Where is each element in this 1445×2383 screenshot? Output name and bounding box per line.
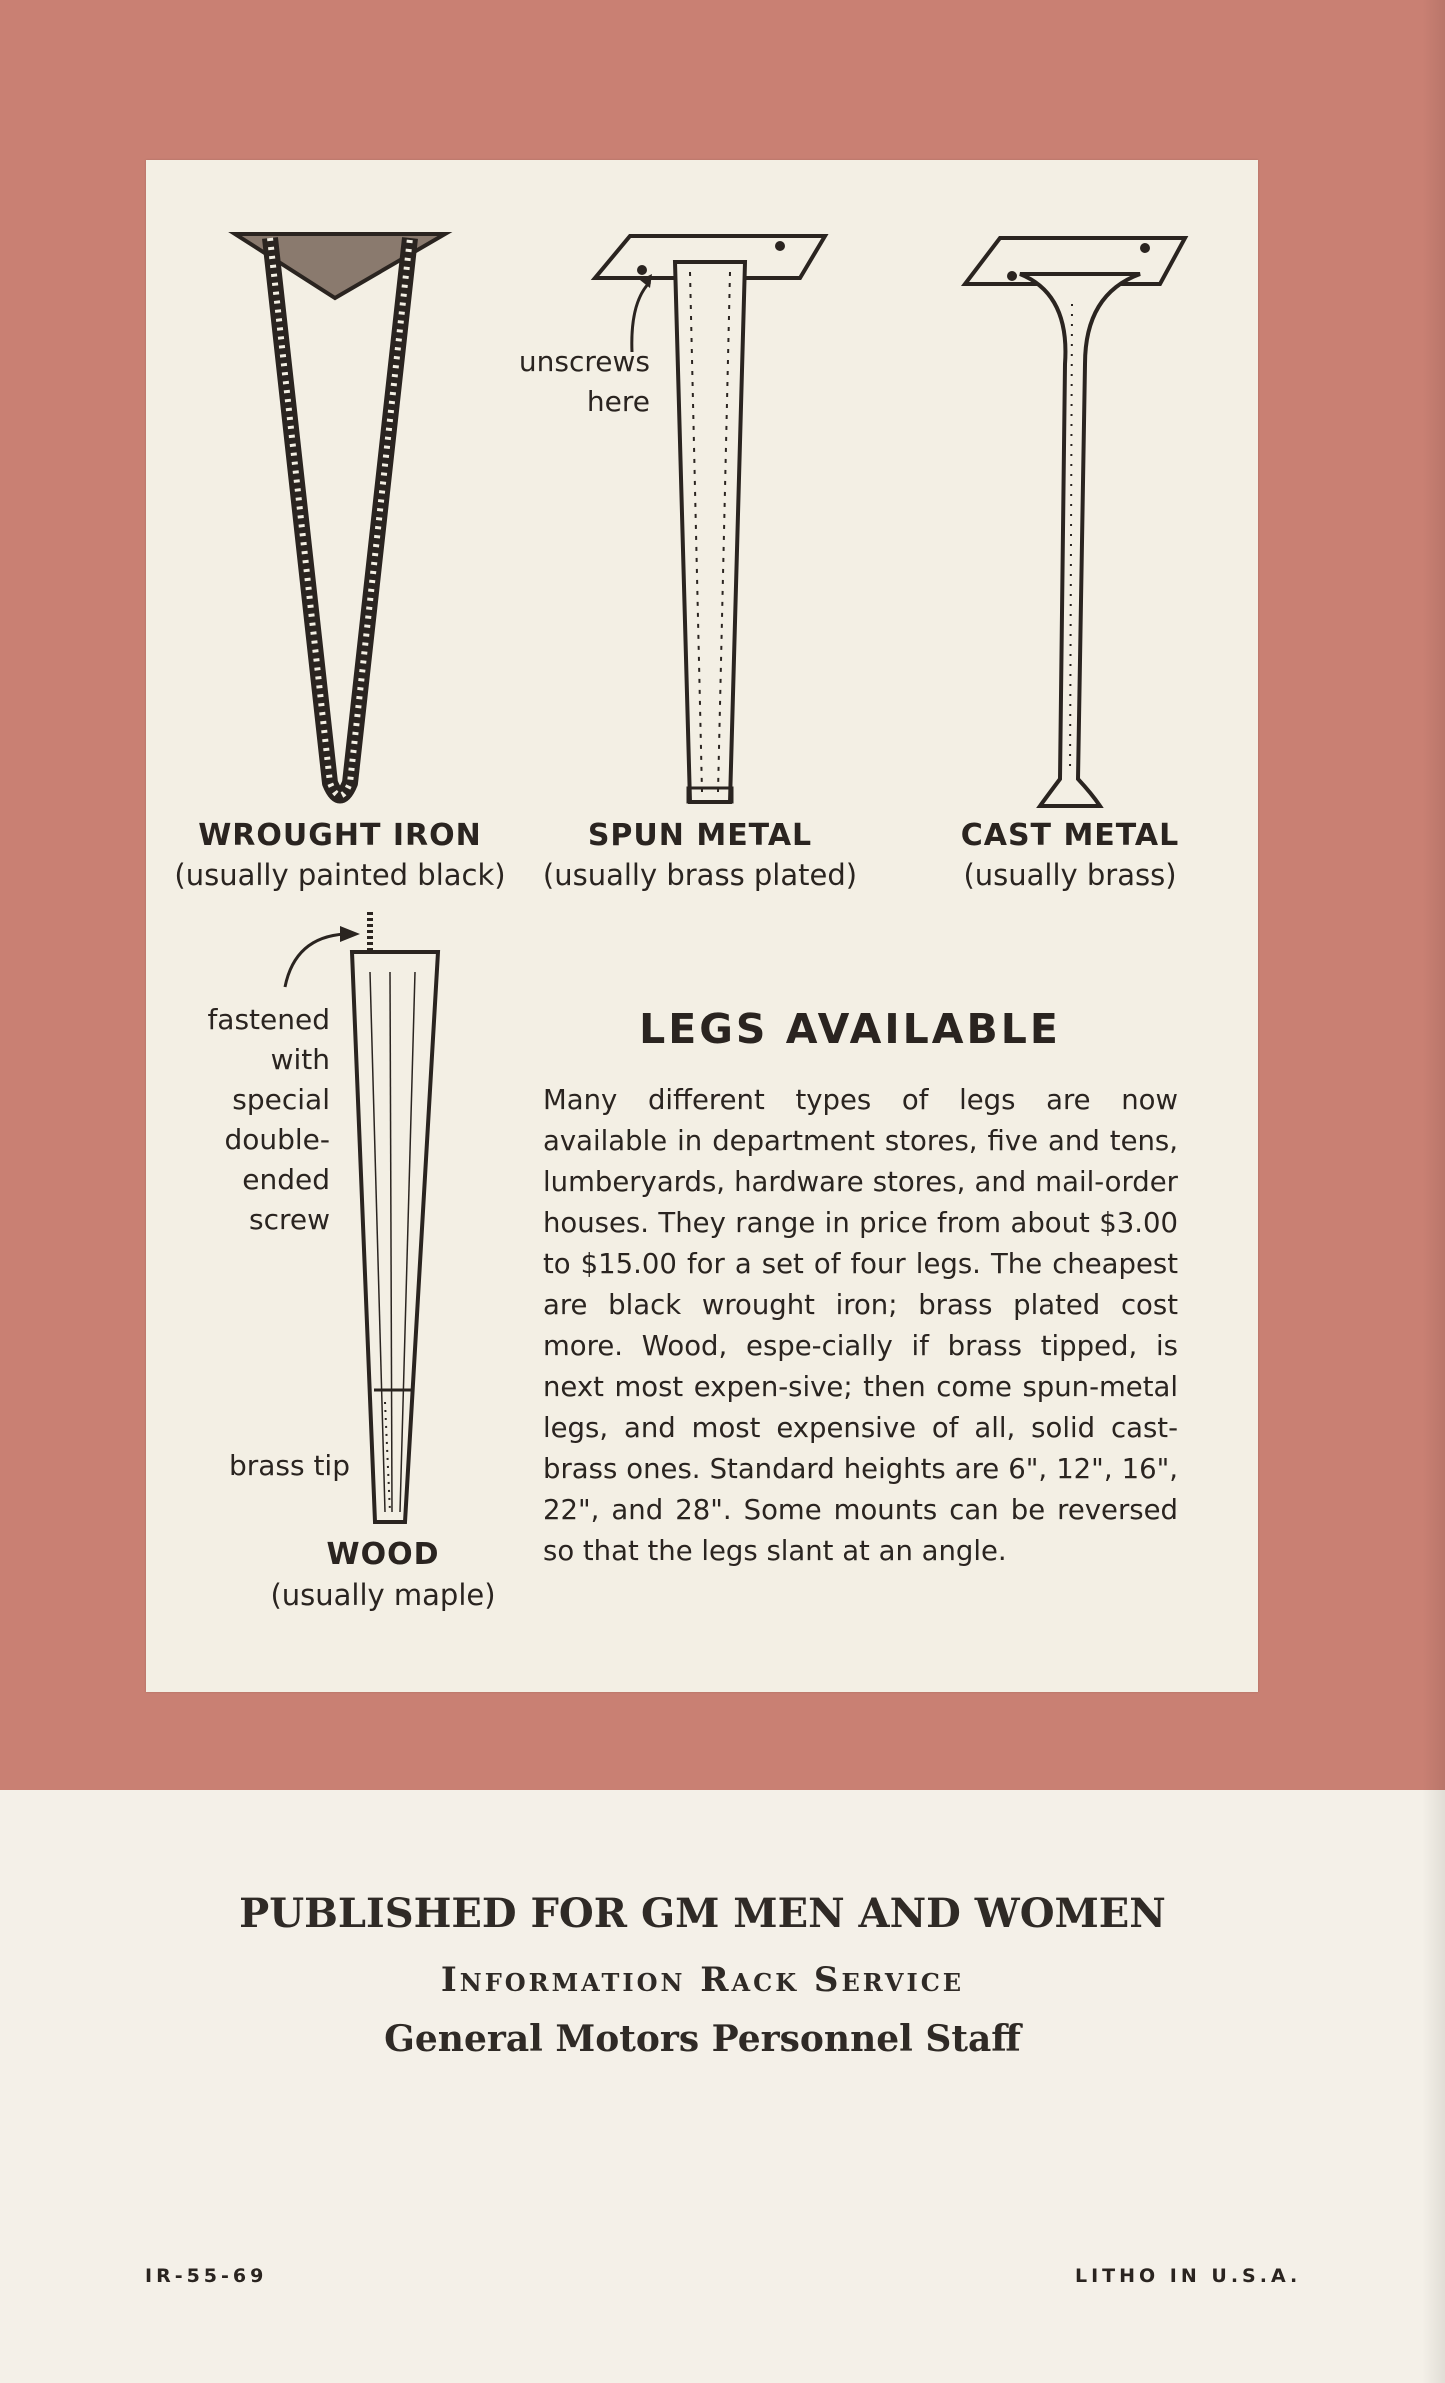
cast-metal-leg-illustration (960, 234, 1190, 814)
wrought-iron-leg-illustration (230, 228, 450, 818)
unscrews-here-callout: unscrews here (518, 345, 650, 418)
spun-metal-label: SPUN METAL (587, 818, 813, 853)
wood-note: (usually maple) (270, 1578, 496, 1612)
publisher-line: PUBLISHED FOR GM MEN AND WOMEN (239, 1890, 1166, 1937)
cast-metal-note: (usually brass) (963, 858, 1177, 892)
service-line: Information Rack Service (440, 1960, 965, 2000)
litho-credit: LITHO IN U.S.A. (1075, 2265, 1302, 2287)
legs-available-heading: LEGS AVAILABLE (639, 1005, 1061, 1053)
legs-available-body: Many different types of legs are now available in department stores, five and tens, lumberyards, hardware stores, and mail-order houses. They range in price from about $3.00 to $15.00 for a set of four legs. The cheapest are black wrought iron; brass plated cost more. Wood, espe-cially if brass tipped, is next most expen-sive; then come spun-metal legs, and most expensive of all, solid cast-brass ones. Standard heights are 6", 12", 16", 22", and 28". Some mounts can be reversed so that the legs slant at an angle. (543, 1084, 1178, 1567)
wrought-iron-label: WROUGHT IRON (198, 818, 482, 853)
staff-line: General Motors Personnel Staff (384, 2018, 1021, 2060)
form-number: IR-55-69 (145, 2265, 268, 2287)
fastened-screw-callout: fastened with special double- ended screw (207, 1003, 330, 1236)
page-edge-shadow (1422, 0, 1445, 2383)
spun-metal-note: (usually brass plated) (542, 858, 858, 892)
wrought-iron-note: (usually painted black) (174, 858, 506, 892)
brass-tip-callout: brass tip (228, 1449, 350, 1482)
wood-label: WOOD (326, 1537, 440, 1572)
cast-metal-label: CAST METAL (960, 818, 1180, 853)
spun-metal-leg-illustration (590, 232, 830, 812)
